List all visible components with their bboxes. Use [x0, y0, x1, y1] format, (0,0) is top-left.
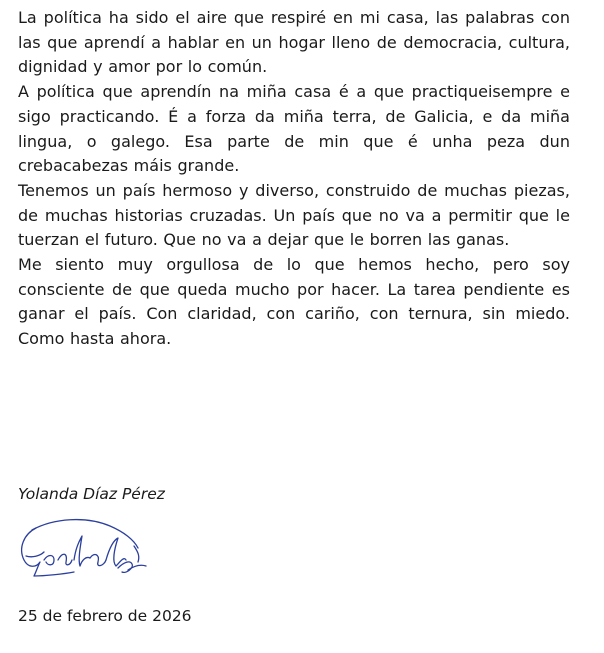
paragraph-1: La política ha sido el aire que respiré en mi casa, las palabras con las que aprendí a hablar en un hogar lleno de democracia, cultura, dignidad y amor por lo común. [18, 8, 570, 77]
paragraph-3: Tenemos un país hermoso y diverso, construido de muchas piezas, de muchas historias cruzadas. Un país que no va a permitir que le tuerzan el futuro. Que no va a dejar que le borren las ganas. [18, 180, 570, 250]
letter-body [18, 6, 570, 352]
letter-date: 25 de febrero de 2026 [18, 607, 192, 625]
paragraph-2: A política que aprendín na miña casa é a que practiqueisempre e sigo practicando. É a forza da miña terra, de Galicia, e da miña lingua, o galego. Esa parte de min que é unha peza dun crebacabezas máis grande. [18, 82, 570, 176]
paragraph-4: Me siento muy orgullosa de lo que hemos hecho, pero soy consciente de que queda mucho por hacer. La tarea pendiente es ganar el país. Con claridad, con cariño, con ternura, sin miedo. Como hasta ahora. [18, 255, 570, 349]
handwritten-signature [14, 516, 152, 588]
signer-name: Yolanda Díaz Pérez [18, 485, 165, 503]
